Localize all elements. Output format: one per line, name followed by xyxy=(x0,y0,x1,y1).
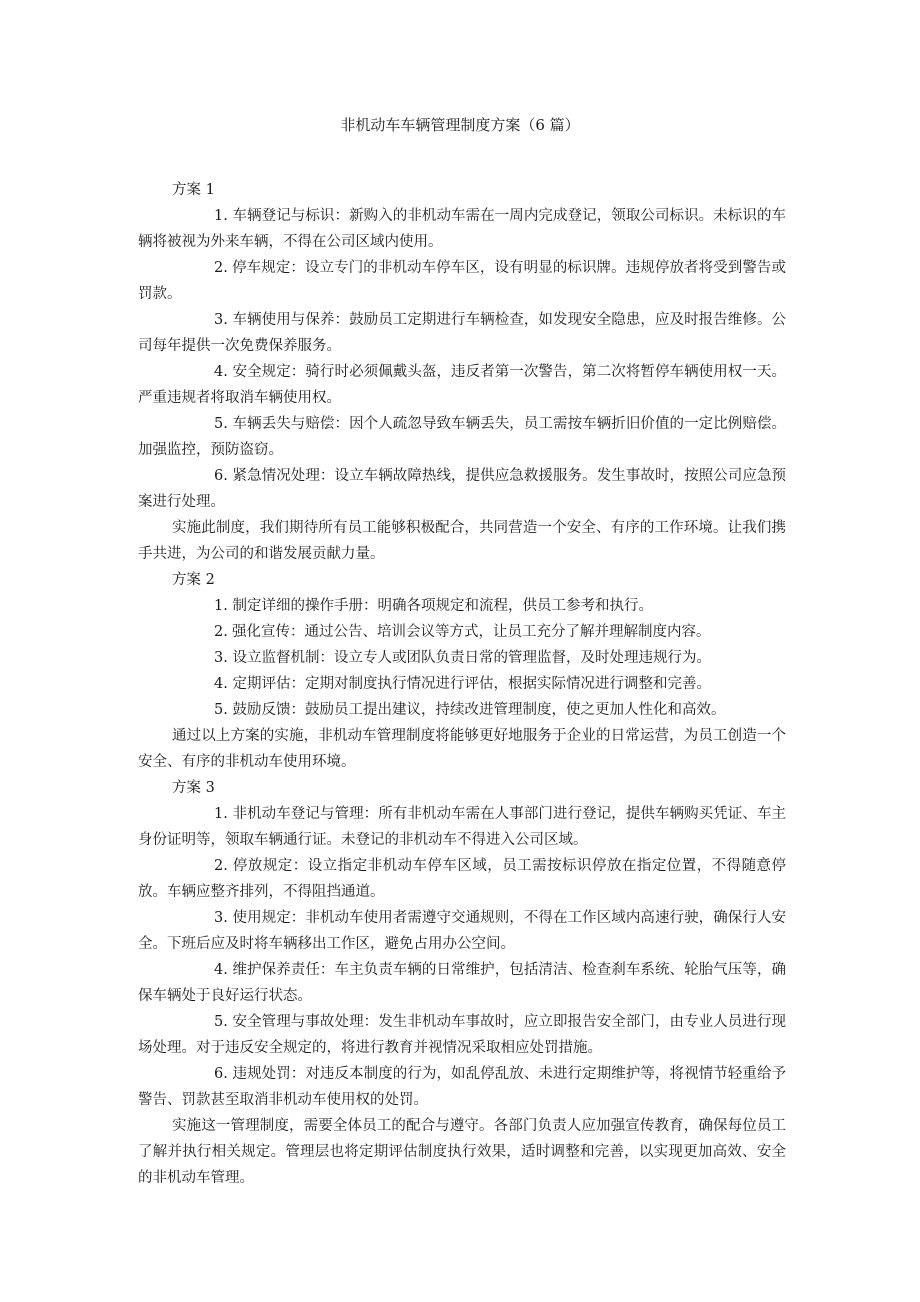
list-item xyxy=(138,671,786,697)
item-text: 停车规定：设立专门的非机动车停车区，设有明显的标识牌。违规停放者将受到警告或罚款。 xyxy=(138,260,786,302)
item-text: 维护保养责任：车主负责车辆的日常维护，包括清洁、检查刹车系统、轮胎气压等，确保车辆处于良好运行状态。 xyxy=(138,962,787,1004)
item-text: 停放规定：设立指定非机动车停车区域，员工需按标识停放在指定位置，不得随意停放。车辆应整齐排列，不得阻挡通道。 xyxy=(138,858,787,900)
section-conclusion: 通过以上方案的实施，非机动车管理制度将能够更好地服务于企业的日常运营，为员工创造一个安全、有序的非机动车使用环境。 xyxy=(138,728,786,770)
list-item xyxy=(138,359,786,411)
item-text: 非机动车登记与管理：所有非机动车需在人事部门进行登记，提供车辆购买凭证、车主身份证明等，领取车辆通行证。未登记的非机动车不得进入公司区域。 xyxy=(138,806,787,848)
item-text: 安全规定：骑行时必须佩戴头盔，违反者第一次警告，第二次将暂停车辆使用权一天。严重违规者将取消车辆使用权。 xyxy=(138,364,787,406)
item-number: 6. xyxy=(214,1066,228,1082)
item-text: 紧急情况处理：设立车辆故障热线，提供应急救援服务。发生事故时，按照公司应急预案进行处理。 xyxy=(138,468,787,510)
item-text: 车辆丢失与赔偿：因个人疏忽导致车辆丢失，员工需按车辆折旧价值的一定比例赔偿。加强监控，预防盗窃。 xyxy=(138,416,787,458)
item-text: 车辆使用与保养：鼓励员工定期进行车辆检查，如发现安全隐患，应及时报告维修。公司每年提供一次免费保养服务。 xyxy=(138,312,787,354)
list-item xyxy=(138,307,786,359)
item-number: 2. xyxy=(214,858,228,874)
item-number: 3. xyxy=(214,910,228,926)
item-number: 1. xyxy=(214,806,228,822)
item-number: 5. xyxy=(214,1014,228,1030)
list-item xyxy=(138,203,786,255)
list-item xyxy=(138,957,786,1009)
item-text: 制定详细的操作手册：明确各项规定和流程，供员工参考和执行。 xyxy=(232,598,653,614)
document-body xyxy=(138,177,786,1191)
document-title: 非机动车车辆管理制度方案（6 篇） xyxy=(340,116,580,134)
section-heading: 方案 3 xyxy=(172,780,215,796)
list-item xyxy=(138,801,786,853)
list-item xyxy=(138,1061,786,1113)
item-number: 1. xyxy=(214,208,228,224)
item-text: 定期评估：定期对制度执行情况进行评估，根据实际情况进行调整和完善。 xyxy=(232,676,711,692)
list-item xyxy=(138,853,786,905)
item-text: 鼓励反馈：鼓励员工提出建议，持续改进管理制度，使之更加人性化和高效。 xyxy=(232,702,726,718)
item-number: 3. xyxy=(214,312,228,328)
list-item xyxy=(138,463,786,515)
list-item xyxy=(138,411,786,463)
item-text: 设立监督机制：设立专人或团队负责日常的管理监督，及时处理违规行为。 xyxy=(232,650,711,666)
item-number: 5. xyxy=(214,702,228,718)
section-conclusion: 实施这一管理制度，需要全体员工的配合与遵守。各部门负责人应加强宣传教育，确保每位员工了解并执行相关规定。管理层也将定期评估制度执行效果，适时调整和完善，以实现更加高效、安全的非机动车管理。 xyxy=(138,1118,786,1186)
item-number: 6. xyxy=(214,468,228,484)
item-number: 2. xyxy=(214,624,228,640)
item-text: 违规处罚：对违反本制度的行为，如乱停乱放、未进行定期维护等，将视情节轻重给予警告、罚款甚至取消非机动车使用权的处罚。 xyxy=(138,1066,787,1108)
list-item xyxy=(138,697,786,723)
list-item xyxy=(138,255,786,307)
item-number: 1. xyxy=(214,598,228,614)
item-text: 使用规定：非机动车使用者需遵守交通规则，不得在工作区域内高速行驶，确保行人安全。下班后应及时将车辆移出工作区，避免占用办公空间。 xyxy=(138,910,787,952)
item-text: 安全管理与事故处理：发生非机动车事故时，应立即报告安全部门，由专业人员进行现场处理。对于违反安全规定的，将进行教育并视情况采取相应处罚措施。 xyxy=(138,1014,787,1056)
section-conclusion: 实施此制度，我们期待所有员工能够积极配合，共同营造一个安全、有序的工作环境。让我们携手共进，为公司的和谐发展贡献力量。 xyxy=(138,520,786,562)
list-item xyxy=(138,905,786,957)
item-number: 5. xyxy=(214,416,228,432)
item-number: 4. xyxy=(214,364,228,380)
section-heading: 方案 2 xyxy=(172,572,215,588)
list-item xyxy=(138,1009,786,1061)
list-item xyxy=(138,645,786,671)
item-number: 3. xyxy=(214,650,228,666)
item-number: 4. xyxy=(214,962,228,978)
item-number: 2. xyxy=(214,260,228,276)
list-item xyxy=(138,619,786,645)
item-text: 强化宣传：通过公告、培训会议等方式，让员工充分了解并理解制度内容。 xyxy=(232,624,711,640)
section-heading: 方案 1 xyxy=(172,182,215,198)
list-item xyxy=(138,593,786,619)
item-text: 车辆登记与标识：新购入的非机动车需在一周内完成登记，领取公司标识。未标识的车辆将被视为外来车辆，不得在公司区域内使用。 xyxy=(138,208,787,250)
item-number: 4. xyxy=(214,676,228,692)
